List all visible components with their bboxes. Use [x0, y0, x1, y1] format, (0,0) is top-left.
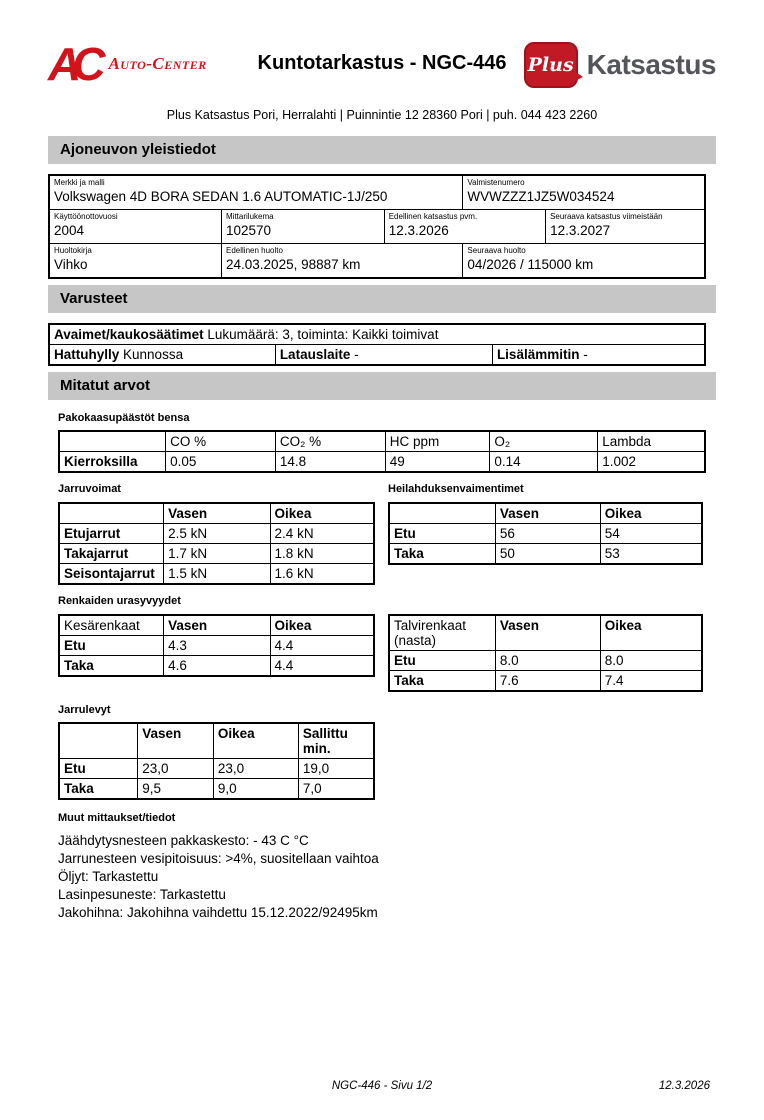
page-footer	[0, 1080, 764, 1092]
section-header-measured: Mitatut arvot	[48, 372, 716, 400]
row-label: Etu	[59, 759, 138, 779]
table-cell: 4.6	[164, 656, 270, 677]
footer-page-number: NGC-446 - Sivu 1/2	[331, 1080, 433, 1092]
header-cell: Kesärenkaat	[59, 615, 164, 636]
field-label: Käyttöönottovuosi	[54, 212, 118, 221]
table-row	[389, 671, 702, 692]
field-label: Edellinen huolto	[226, 246, 283, 255]
plus-badge-text: Plus	[527, 54, 574, 76]
field-value: 24.03.2025, 98887 km	[226, 257, 361, 272]
header-cell	[59, 723, 138, 759]
row-label: Kierroksilla	[59, 452, 166, 473]
table-row	[59, 759, 374, 779]
table-cell	[49, 324, 705, 345]
table-cell: 14.8	[275, 452, 385, 473]
table-row	[59, 524, 374, 544]
table-cell: 19,0	[298, 759, 374, 779]
header-cell: Oikea	[600, 503, 702, 524]
other-measurements-list	[58, 832, 716, 922]
row-label: Taka	[389, 544, 495, 565]
table-cell: 4.4	[270, 636, 374, 656]
other-measurements-title: Muut mittaukset/tiedot	[58, 812, 176, 824]
header-cell: Sallittu min.	[298, 723, 374, 759]
other-measurement-line: Lasinpesuneste: Tarkastettu	[58, 887, 226, 902]
table-cell: 9,5	[138, 779, 214, 800]
equipment-label: Latauslaite	[279, 347, 351, 362]
summer-tires-table	[58, 614, 375, 677]
row-label: Taka	[389, 671, 495, 692]
table-row	[59, 544, 374, 564]
katsastus-logo-text: Katsastus	[586, 49, 716, 80]
field-value: 12.3.2027	[550, 223, 611, 238]
equipment-value: Kunnossa	[123, 347, 184, 362]
summer-tires-block	[58, 595, 375, 677]
equipment-value: -	[583, 347, 588, 362]
table-cell: 23,0	[213, 759, 298, 779]
table-cell: 49	[385, 452, 490, 473]
inspection-report-page	[0, 40, 764, 1120]
table-cell	[384, 210, 545, 244]
table-cell: 56	[495, 524, 600, 544]
header-cell: Oikea	[600, 615, 702, 651]
table-cell: 1.002	[598, 452, 705, 473]
field-value: Volkswagen 4D BORA SEDAN 1.6 AUTOMATIC-1J/250	[54, 189, 388, 204]
row-label: Etujarrut	[59, 524, 164, 544]
table-row	[49, 210, 705, 244]
field-label: Valmistenumero	[467, 178, 525, 187]
table-cell: 1.6 kN	[270, 564, 374, 585]
header-cell: CO %	[166, 431, 276, 452]
row-label: Etu	[59, 636, 164, 656]
equipment-value: Lukumäärä: 3, toiminta: Kaikki toimivat	[207, 327, 439, 342]
winter-tires-block	[388, 595, 703, 692]
header-cell: Vasen	[164, 503, 270, 524]
shock-absorbers-block	[388, 483, 703, 565]
equipment-label: Lisälämmitin	[496, 347, 580, 362]
field-value: 12.3.2026	[388, 223, 449, 238]
header-cell: Oikea	[270, 503, 374, 524]
table-header-row	[59, 723, 374, 759]
header-cell: Vasen	[495, 503, 600, 524]
table-header-row	[389, 615, 702, 651]
table-cell: 9,0	[213, 779, 298, 800]
table-cell: 23,0	[138, 759, 214, 779]
table-header-row	[59, 503, 374, 524]
report-body	[48, 136, 716, 922]
section-header-equipment: Varusteet	[48, 285, 716, 313]
table-row	[59, 564, 374, 585]
header-cell: Vasen	[164, 615, 270, 636]
table-cell: 50	[495, 544, 600, 565]
table-cell: 0.05	[166, 452, 276, 473]
header-cell: O₂	[490, 431, 598, 452]
table-row	[49, 244, 705, 279]
emissions-table	[58, 430, 706, 473]
header-cell: Vasen	[138, 723, 214, 759]
table-row	[59, 452, 705, 473]
header-cell: Oikea	[213, 723, 298, 759]
field-label: Seuraava huolto	[467, 246, 526, 255]
auto-center-logo-icon: AC	[48, 38, 97, 90]
brake-forces-title: Jarruvoimat	[58, 483, 121, 495]
brake-forces-table	[58, 502, 375, 585]
equipment-label: Avaimet/kaukosäätimet	[54, 327, 204, 342]
auto-center-logo	[48, 38, 207, 90]
table-cell: 7,0	[298, 779, 374, 800]
brake-discs-title: Jarrulevyt	[58, 704, 111, 716]
field-label: Seuraava katsastus viimeistään	[550, 212, 663, 221]
table-cell	[222, 244, 463, 279]
report-header	[48, 40, 716, 100]
field-value: 102570	[226, 223, 272, 238]
field-value: WVWZZZ1JZ5W034524	[467, 189, 615, 204]
table-cell	[49, 210, 222, 244]
table-cell: 54	[600, 524, 702, 544]
table-row	[389, 524, 702, 544]
table-cell	[463, 244, 705, 279]
table-row	[59, 779, 374, 800]
table-row	[49, 345, 705, 366]
table-cell: 2.4 kN	[270, 524, 374, 544]
table-cell	[463, 175, 705, 210]
brake-forces-block	[58, 483, 375, 585]
winter-tires-table	[388, 614, 703, 692]
row-label: Taka	[59, 656, 164, 677]
table-cell: 8.0	[600, 651, 702, 671]
header-cell: CO₂ %	[275, 431, 385, 452]
field-label: Huoltokirja	[54, 246, 92, 255]
table-cell: 53	[600, 544, 702, 565]
footer-date: 12.3.2026	[658, 1080, 710, 1092]
table-cell	[546, 210, 705, 244]
brake-discs-table	[58, 722, 375, 800]
table-cell: 4.4	[270, 656, 374, 677]
header-cell	[59, 503, 164, 524]
equipment-value: -	[354, 347, 359, 362]
row-label: Etu	[389, 524, 495, 544]
table-cell: 1.7 kN	[164, 544, 270, 564]
table-cell: 2.5 kN	[164, 524, 270, 544]
table-header-row	[59, 615, 374, 636]
field-value: 2004	[54, 223, 85, 238]
other-measurement-line: Jakohihna: Jakohihna vaihdettu 15.12.2022/92495km	[58, 905, 378, 920]
table-cell: 1.8 kN	[270, 544, 374, 564]
header-cell	[389, 503, 495, 524]
table-row	[49, 175, 705, 210]
plus-badge-tail	[573, 70, 583, 82]
table-header-row	[389, 503, 702, 524]
field-label: Edellinen katsastus pvm.	[388, 212, 478, 221]
plus-badge-icon	[524, 42, 578, 88]
field-label: Merkki ja malli	[54, 178, 105, 187]
header-cell: Vasen	[495, 615, 600, 651]
header-cell	[59, 431, 166, 452]
page-title: Kuntotarkastus - NGC-446	[257, 52, 507, 74]
table-row	[59, 656, 374, 677]
emissions-title: Pakokaasupäästöt bensa	[58, 412, 190, 424]
field-value: Vihko	[54, 257, 88, 272]
brakes-and-shocks-row	[58, 483, 716, 585]
header-cell: HC ppm	[385, 431, 490, 452]
table-row	[59, 636, 374, 656]
winter-tires-spacer	[388, 595, 703, 614]
table-cell: 8.0	[495, 651, 600, 671]
shock-absorbers-title: Heilahduksenvaimentimet	[388, 483, 524, 495]
table-cell: 4.3	[164, 636, 270, 656]
shock-absorbers-table	[388, 502, 703, 565]
table-cell: 7.4	[600, 671, 702, 692]
table-row	[49, 324, 705, 345]
section-header-general: Ajoneuvon yleistiedot	[48, 136, 716, 164]
table-cell: 0.14	[490, 452, 598, 473]
row-label: Takajarrut	[59, 544, 164, 564]
table-header-row	[59, 431, 705, 452]
table-cell	[275, 345, 492, 366]
field-label: Mittarilukema	[226, 212, 274, 221]
station-contact-line: Plus Katsastus Pori, Herralahti | Puinnintie 12 28360 Pori | puh. 044 423 2260	[166, 108, 598, 122]
table-cell	[49, 175, 463, 210]
row-label: Etu	[389, 651, 495, 671]
equipment-label: Hattuhylly	[54, 347, 120, 362]
table-cell	[49, 244, 222, 279]
plus-katsastus-logo	[524, 42, 716, 88]
field-value: 04/2026 / 115000 km	[467, 257, 594, 272]
row-label: Taka	[59, 779, 138, 800]
header-cell: Talvirenkaat (nasta)	[389, 615, 495, 651]
general-info-table	[48, 174, 706, 279]
header-cell: Oikea	[270, 615, 374, 636]
other-measurement-line: Jäähdytysnesteen pakkaskesto: - 43 C °C	[58, 833, 309, 848]
header-cell: Lambda	[598, 431, 705, 452]
table-cell	[49, 345, 275, 366]
table-cell	[492, 345, 705, 366]
equipment-table	[48, 323, 706, 366]
table-row	[389, 544, 702, 565]
table-cell: 1.5 kN	[164, 564, 270, 585]
tire-treads-row	[58, 595, 716, 692]
tire-treads-title: Renkaiden urasyvyydet	[58, 595, 181, 607]
table-row	[389, 651, 702, 671]
table-cell	[222, 210, 385, 244]
row-label: Seisontajarrut	[59, 564, 164, 585]
other-measurement-line: Jarrunesteen vesipitoisuus: >4%, suositellaan vaihtoa	[58, 851, 379, 866]
table-cell: 7.6	[495, 671, 600, 692]
auto-center-logo-text: Auto-Center	[108, 54, 207, 73]
other-measurement-line: Öljyt: Tarkastettu	[58, 869, 159, 884]
